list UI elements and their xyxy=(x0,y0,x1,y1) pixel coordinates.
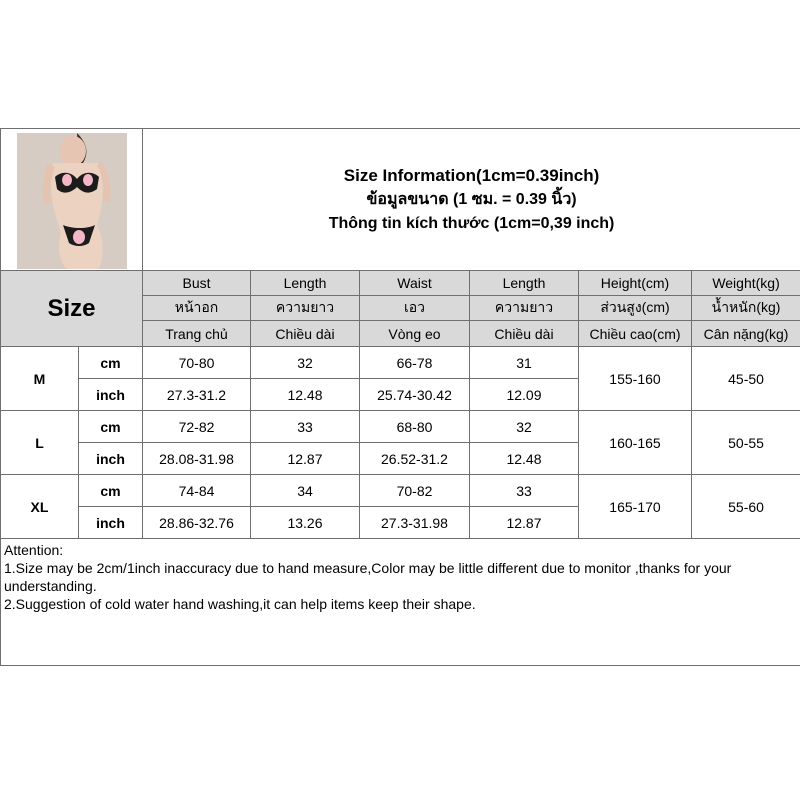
length2-cell: 12.48 xyxy=(470,443,579,475)
header-thai: ข้อมูลขนาด (1 ซม. = 0.39 นิ้ว) xyxy=(366,190,577,208)
height-cell: 165-170 xyxy=(579,475,692,539)
length2-cell: 12.09 xyxy=(470,379,579,411)
bust-cell: 72-82 xyxy=(143,411,251,443)
col-height-en: Height(cm) xyxy=(579,271,692,296)
size-row-label: XL xyxy=(1,475,79,539)
col-weight-en: Weight(kg) xyxy=(692,271,800,296)
col-bust-en: Bust xyxy=(143,271,251,296)
col-height-vi: Chiều cao(cm) xyxy=(579,321,692,347)
unit-label: inch xyxy=(79,507,143,539)
waist-cell: 27.3-31.98 xyxy=(360,507,470,539)
length2-cell: 12.87 xyxy=(470,507,579,539)
col-length-vi: Chiều dài xyxy=(251,321,360,347)
waist-cell: 66-78 xyxy=(360,347,470,379)
col-bust-vi: Trang chủ xyxy=(143,321,251,347)
length-cell: 33 xyxy=(251,411,360,443)
header-english: Size Information(1cm=0.39inch) xyxy=(343,165,600,185)
attention-title: Attention: xyxy=(4,542,64,558)
bust-cell: 28.08-31.98 xyxy=(143,443,251,475)
size-header: Size xyxy=(1,271,143,347)
unit-label: cm xyxy=(79,347,143,379)
size-row-label: L xyxy=(1,411,79,475)
length2-cell: 31 xyxy=(470,347,579,379)
attention-note xyxy=(1,539,800,666)
waist-cell: 70-82 xyxy=(360,475,470,507)
length-cell: 12.48 xyxy=(251,379,360,411)
bust-cell: 28.86-32.76 xyxy=(143,507,251,539)
weight-cell: 55-60 xyxy=(692,475,800,539)
unit-label: cm xyxy=(79,475,143,507)
waist-cell: 68-80 xyxy=(360,411,470,443)
weight-cell: 45-50 xyxy=(692,347,800,411)
attention-line-2: 2.Suggestion of cold water hand washing,it can help items keep their shape. xyxy=(4,596,476,612)
length-cell: 12.87 xyxy=(251,443,360,475)
length-cell: 13.26 xyxy=(251,507,360,539)
height-cell: 155-160 xyxy=(579,347,692,411)
col-length-en: Length xyxy=(251,271,360,296)
header-vietnamese: Thông tin kích thước (1cm=0,39 inch) xyxy=(328,214,615,232)
height-cell: 160-165 xyxy=(579,411,692,475)
col-length2-vi: Chiều dài xyxy=(470,321,579,347)
length2-cell: 32 xyxy=(470,411,579,443)
col-waist-en: Waist xyxy=(360,271,470,296)
waist-cell: 26.52-31.2 xyxy=(360,443,470,475)
col-length-th: ความยาว xyxy=(251,296,360,321)
col-bust-th: หน้าอก xyxy=(143,296,251,321)
waist-cell: 25.74-30.42 xyxy=(360,379,470,411)
size-table xyxy=(0,128,800,666)
col-waist-th: เอว xyxy=(360,296,470,321)
size-row-label: M xyxy=(1,347,79,411)
length2-cell: 33 xyxy=(470,475,579,507)
col-height-th: ส่วนสูง(cm) xyxy=(579,296,692,321)
col-weight-th: น้ำหนัก(kg) xyxy=(692,296,800,321)
col-weight-vi: Cân nặng(kg) xyxy=(692,321,800,347)
unit-label: inch xyxy=(79,379,143,411)
unit-label: inch xyxy=(79,443,143,475)
weight-cell: 50-55 xyxy=(692,411,800,475)
attention-line-1: 1.Size may be 2cm/1inch inaccuracy due to hand measure,Color may be little different due to monitor ,thanks for your understanding. xyxy=(4,560,732,594)
size-info-header xyxy=(143,129,800,271)
bust-cell: 74-84 xyxy=(143,475,251,507)
col-length2-th: ความยาว xyxy=(470,296,579,321)
size-chart xyxy=(0,128,800,666)
product-photo-cell xyxy=(1,129,143,271)
col-length2-en: Length xyxy=(470,271,579,296)
unit-label: cm xyxy=(79,411,143,443)
bust-cell: 27.3-31.2 xyxy=(143,379,251,411)
length-cell: 32 xyxy=(251,347,360,379)
col-waist-vi: Vòng eo xyxy=(360,321,470,347)
product-photo xyxy=(17,133,127,269)
length-cell: 34 xyxy=(251,475,360,507)
bust-cell: 70-80 xyxy=(143,347,251,379)
